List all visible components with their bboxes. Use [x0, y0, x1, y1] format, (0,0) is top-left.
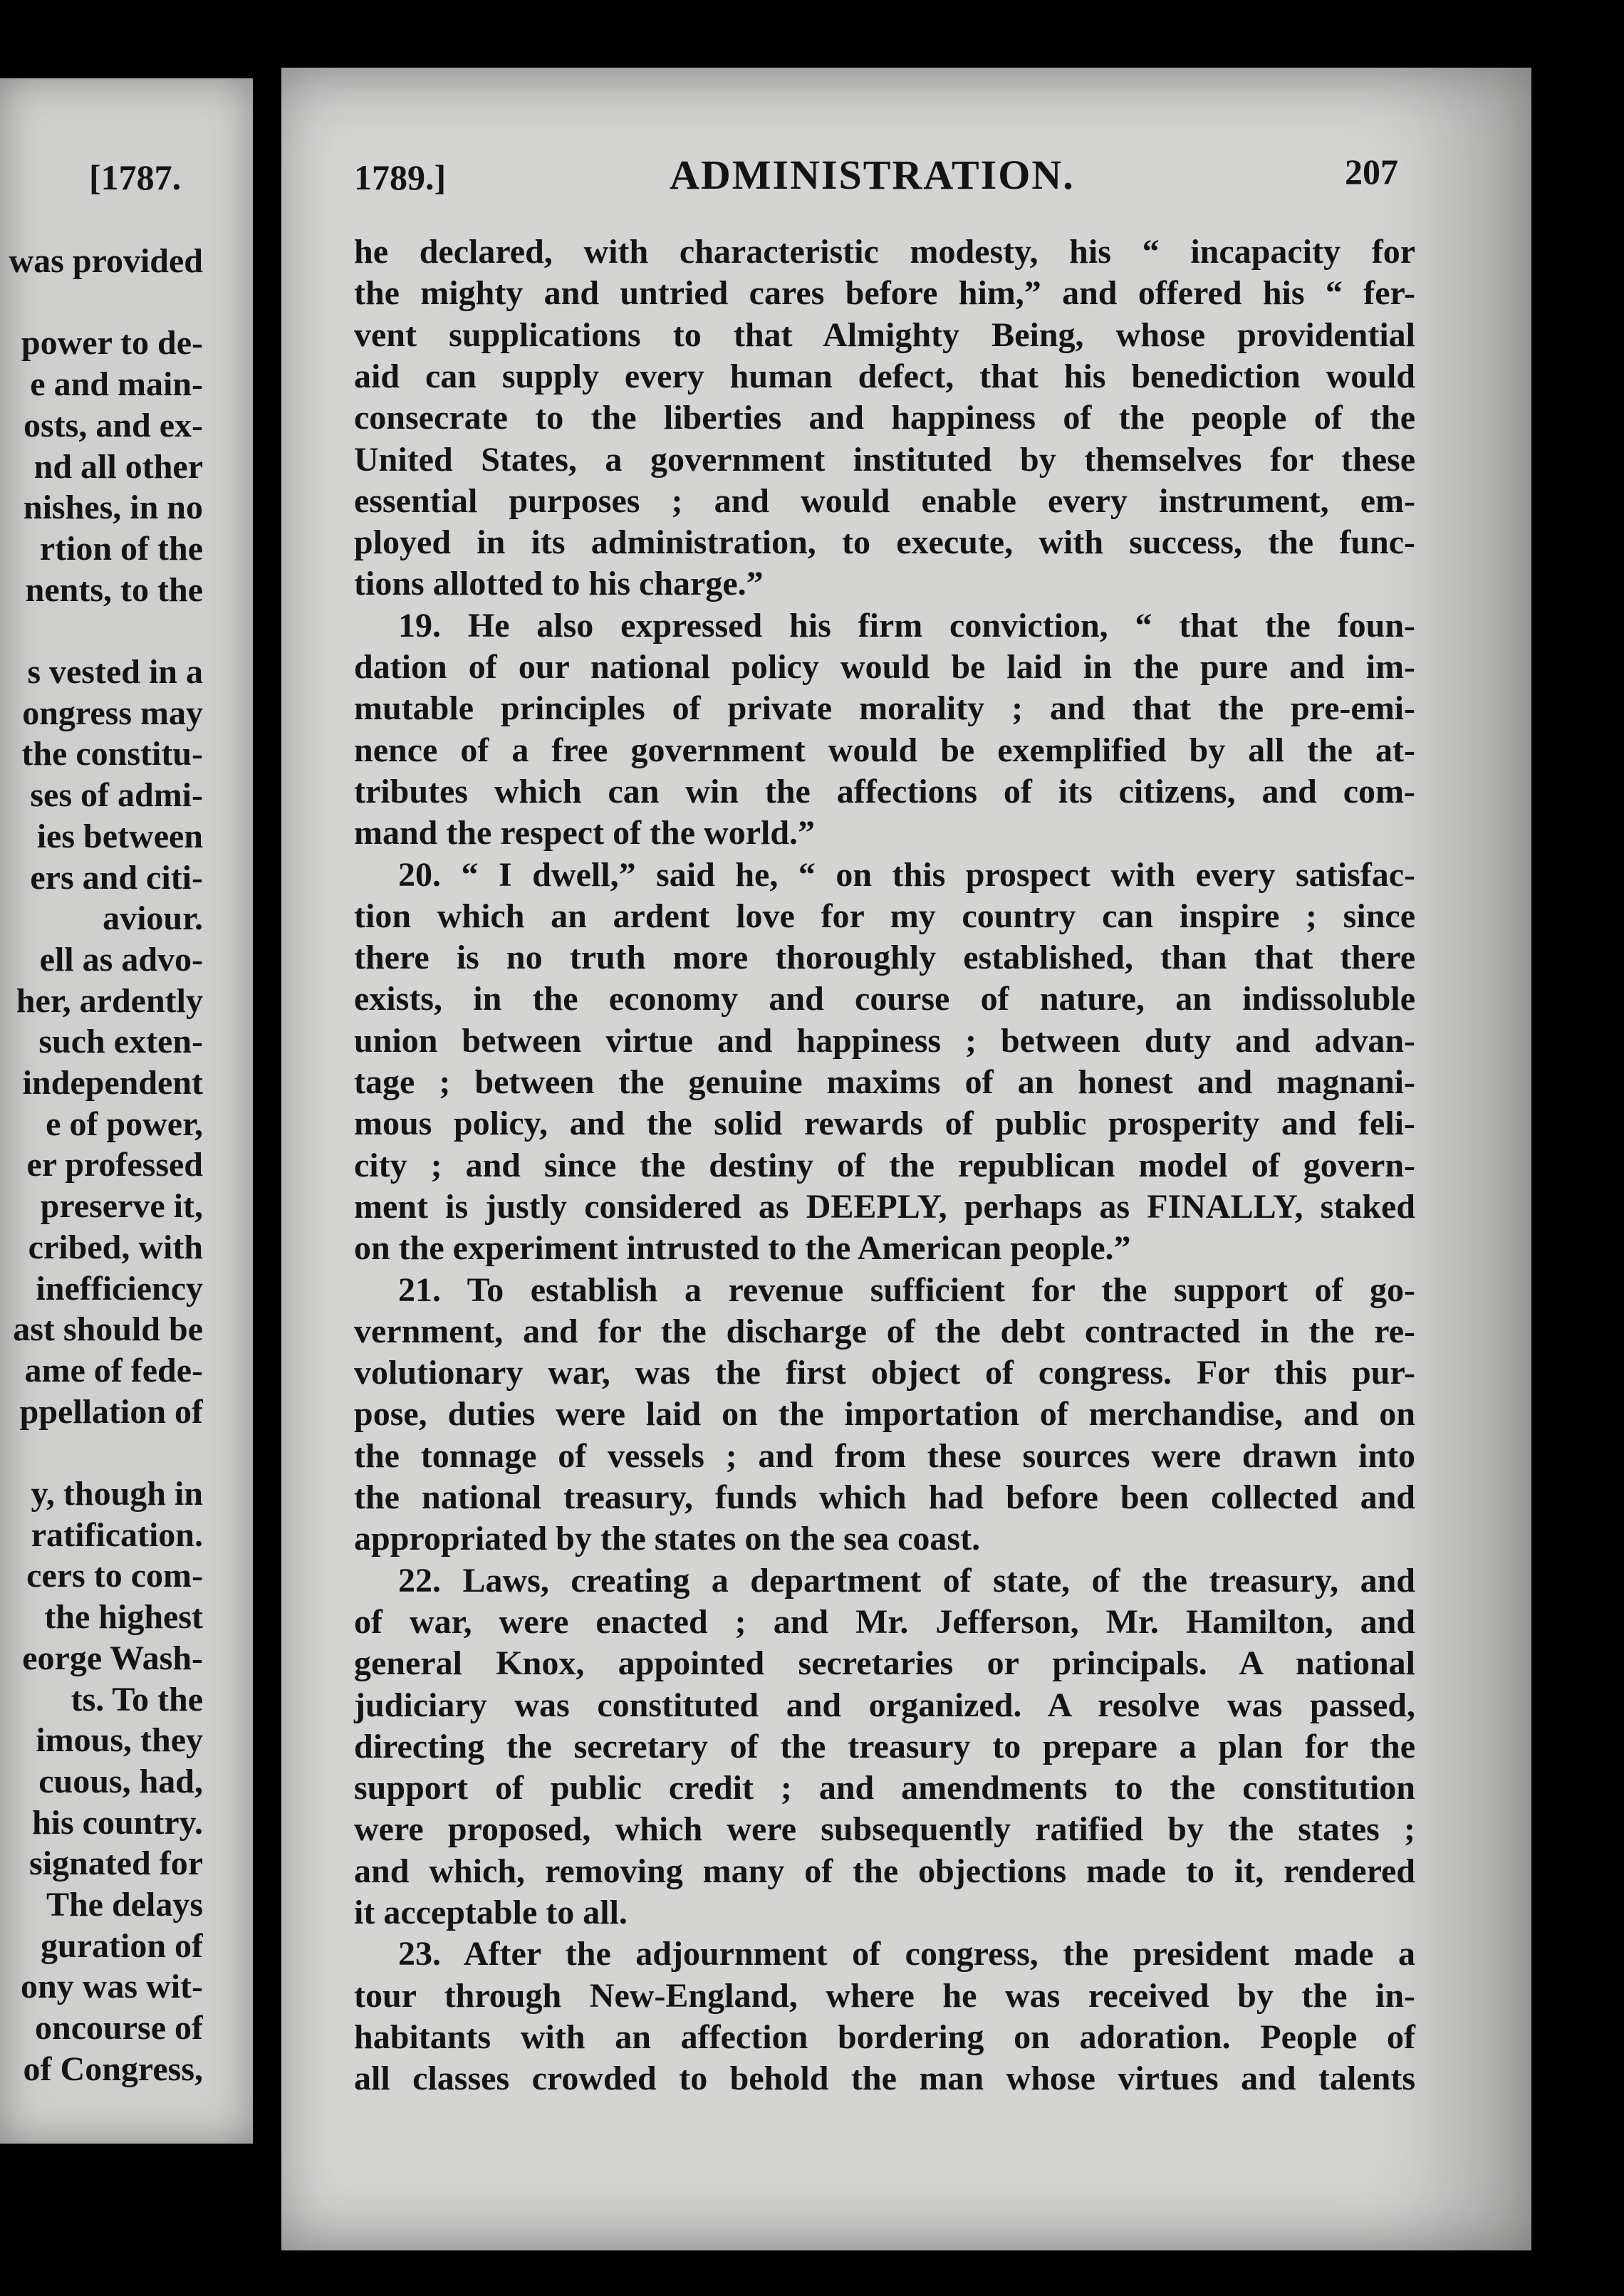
text-line: nd all other	[33, 447, 203, 486]
text-line: his country.	[31, 1803, 203, 1842]
text-line: aid can supply every human defect, that his benediction would	[354, 357, 1415, 395]
text-line: ame of fede-	[24, 1351, 203, 1389]
text-line: tributes which can win the affections of its citizens, and com-	[354, 772, 1415, 810]
text-line: 21. To establish a revenue sufficient for the support of go-	[398, 1270, 1415, 1309]
text-line: ts. To the	[71, 1680, 203, 1718]
text-line: ment is justly considered as DEEPLY, perhaps as FINALLY, staked	[354, 1187, 1415, 1226]
text-line: y, though in	[31, 1475, 203, 1513]
text-line: tour through New-England, where he was received by the in-	[354, 1976, 1415, 2015]
text-line: ers and citi-	[30, 858, 203, 897]
text-line: judiciary was constituted and organized. A resolve was passed,	[354, 1686, 1415, 1724]
text-line: city ; and since the destiny of the republican model of govern-	[354, 1146, 1415, 1184]
text-line: s vested in a	[27, 653, 203, 691]
text-line: er professed	[26, 1146, 203, 1184]
text-line: e of power,	[46, 1105, 203, 1143]
text-line: mous policy, and the solid rewards of public prosperity and feli-	[354, 1105, 1415, 1143]
text-line: dation of our national policy would be laid in the pure and im-	[354, 648, 1415, 686]
text-line: mutable principles of private morality ; and that the pre-emi-	[354, 689, 1415, 728]
text-line: e and main-	[30, 365, 203, 404]
text-line: cers to com-	[26, 1557, 203, 1595]
text-line: consecrate to the liberties and happiness of the people of the	[354, 399, 1415, 437]
text-line: 22. Laws, creating a department of state, of the treasury, and	[398, 1561, 1415, 1600]
text-line: nence of a free government would be exemplified by all the at-	[354, 731, 1415, 769]
text-line: tage ; between the genuine maxims of an honest and magnani-	[354, 1063, 1415, 1101]
text-line: exists, in the economy and course of nature, an indissoluble	[354, 980, 1415, 1018]
text-line: directing the secretary of the treasury to prepare a plan for the	[354, 1727, 1415, 1765]
running-head-year: 1789.]	[354, 157, 447, 197]
text-line: 23. After the adjournment of congress, the president made a	[398, 1935, 1415, 1973]
text-line: the mighty and untried cares before him,” and offered his “ fer-	[354, 274, 1415, 313]
text-line: and which, removing many of the objections made to it, rendered	[354, 1852, 1415, 1890]
text-line: it acceptable to all.	[354, 1894, 628, 1931]
text-line: aviour.	[103, 899, 203, 938]
text-line: of Congress,	[23, 2050, 203, 2088]
text-line: ies between	[36, 817, 203, 855]
text-line: inefficiency	[36, 1269, 203, 1308]
text-line: union between virtue and happiness ; between duty and advan-	[354, 1021, 1415, 1060]
text-line: essential purposes ; and would enable every instrument, em-	[354, 481, 1415, 520]
text-line: imous, they	[36, 1721, 203, 1760]
text-line: United States, a government instituted by themselves for these	[354, 440, 1415, 479]
text-line: oncourse of	[35, 2009, 203, 2047]
text-line: ell as advo-	[39, 940, 203, 979]
text-line: tions allotted to his charge.”	[354, 565, 764, 603]
text-line: ongress may	[22, 694, 203, 732]
text-line: the tonnage of vessels ; and from these sources were drawn into	[354, 1436, 1415, 1475]
text-line: of war, were enacted ; and Mr. Jefferson, Mr. Hamilton, and	[354, 1602, 1415, 1641]
text-line: osts, and ex-	[23, 406, 203, 444]
text-line: habitants with an affection bordering on adoration. People of	[354, 2018, 1415, 2056]
text-line: was provided	[9, 242, 203, 280]
text-line: general Knox, appointed secretaries or principals. A national	[354, 1644, 1415, 1683]
text-line: he declared, with characteristic modesty, his “ incapacity for	[354, 233, 1415, 271]
text-line: ratification.	[31, 1515, 203, 1554]
text-line: nents, to the	[25, 570, 203, 609]
text-line: support of public credit ; and amendments to the constitution	[354, 1769, 1415, 1807]
text-line: ses of admi-	[30, 776, 203, 815]
text-line: volutionary war, was the first object of congress. For this pur-	[354, 1354, 1415, 1392]
text-line: signated for	[29, 1844, 203, 1883]
text-line: guration of	[41, 1926, 203, 1965]
running-head-title: ADMINISTRATION.	[670, 152, 1075, 198]
text-line: ppellation of	[19, 1392, 203, 1431]
text-line: mand the respect of the world.”	[354, 814, 816, 852]
text-line: 20. “ I dwell,” said he, “ on this prospect with every satisfac-	[398, 855, 1415, 894]
text-line: ployed in its administration, to execute, with success, the func-	[354, 523, 1415, 562]
text-line: ast should be	[13, 1310, 203, 1349]
text-line: tion which an ardent love for my country can inspire ; since	[354, 897, 1415, 935]
text-line: preserve it,	[40, 1187, 203, 1226]
text-line: cuous, had,	[38, 1762, 203, 1800]
text-line: 19. He also expressed his firm conviction, “ that the foun-	[398, 606, 1415, 645]
text-line: vent supplications to that Almighty Being, whose providential	[354, 315, 1415, 354]
text-line: were proposed, which were subsequently ratified by the states ;	[354, 1810, 1415, 1849]
text-line: independent	[22, 1064, 203, 1102]
page-number: 207	[1345, 152, 1398, 192]
text-line: rtion of the	[39, 529, 203, 568]
text-line: such exten-	[38, 1023, 203, 1061]
text-line: pose, duties were laid on the importation of merchandise, and on	[354, 1395, 1415, 1434]
text-line: appropriated by the states on the sea coast.	[354, 1520, 981, 1558]
text-line: on the experiment intrusted to the American people.”	[354, 1229, 1131, 1268]
text-line: nishes, in no	[23, 489, 203, 527]
text-line: the constitu-	[21, 735, 203, 773]
text-line: power to de-	[21, 324, 203, 362]
text-line: The delays	[46, 1886, 203, 1924]
text-line: cribed, with	[28, 1228, 203, 1266]
text-line: ony was wit-	[20, 1968, 203, 2006]
text-line: all classes crowded to behold the man whose virtues and talents	[354, 2060, 1415, 2098]
text-line: vernment, and for the discharge of the debt contracted in the re-	[354, 1312, 1415, 1350]
text-line: eorge Wash-	[22, 1639, 203, 1677]
left-page-header: [1787.	[89, 157, 182, 197]
text-line: there is no truth more thoroughly established, than that there	[354, 939, 1415, 977]
text-line: the national treasury, funds which had before been collected and	[354, 1478, 1415, 1516]
text-line: the highest	[44, 1598, 203, 1637]
text-line: her, ardently	[16, 981, 203, 1020]
